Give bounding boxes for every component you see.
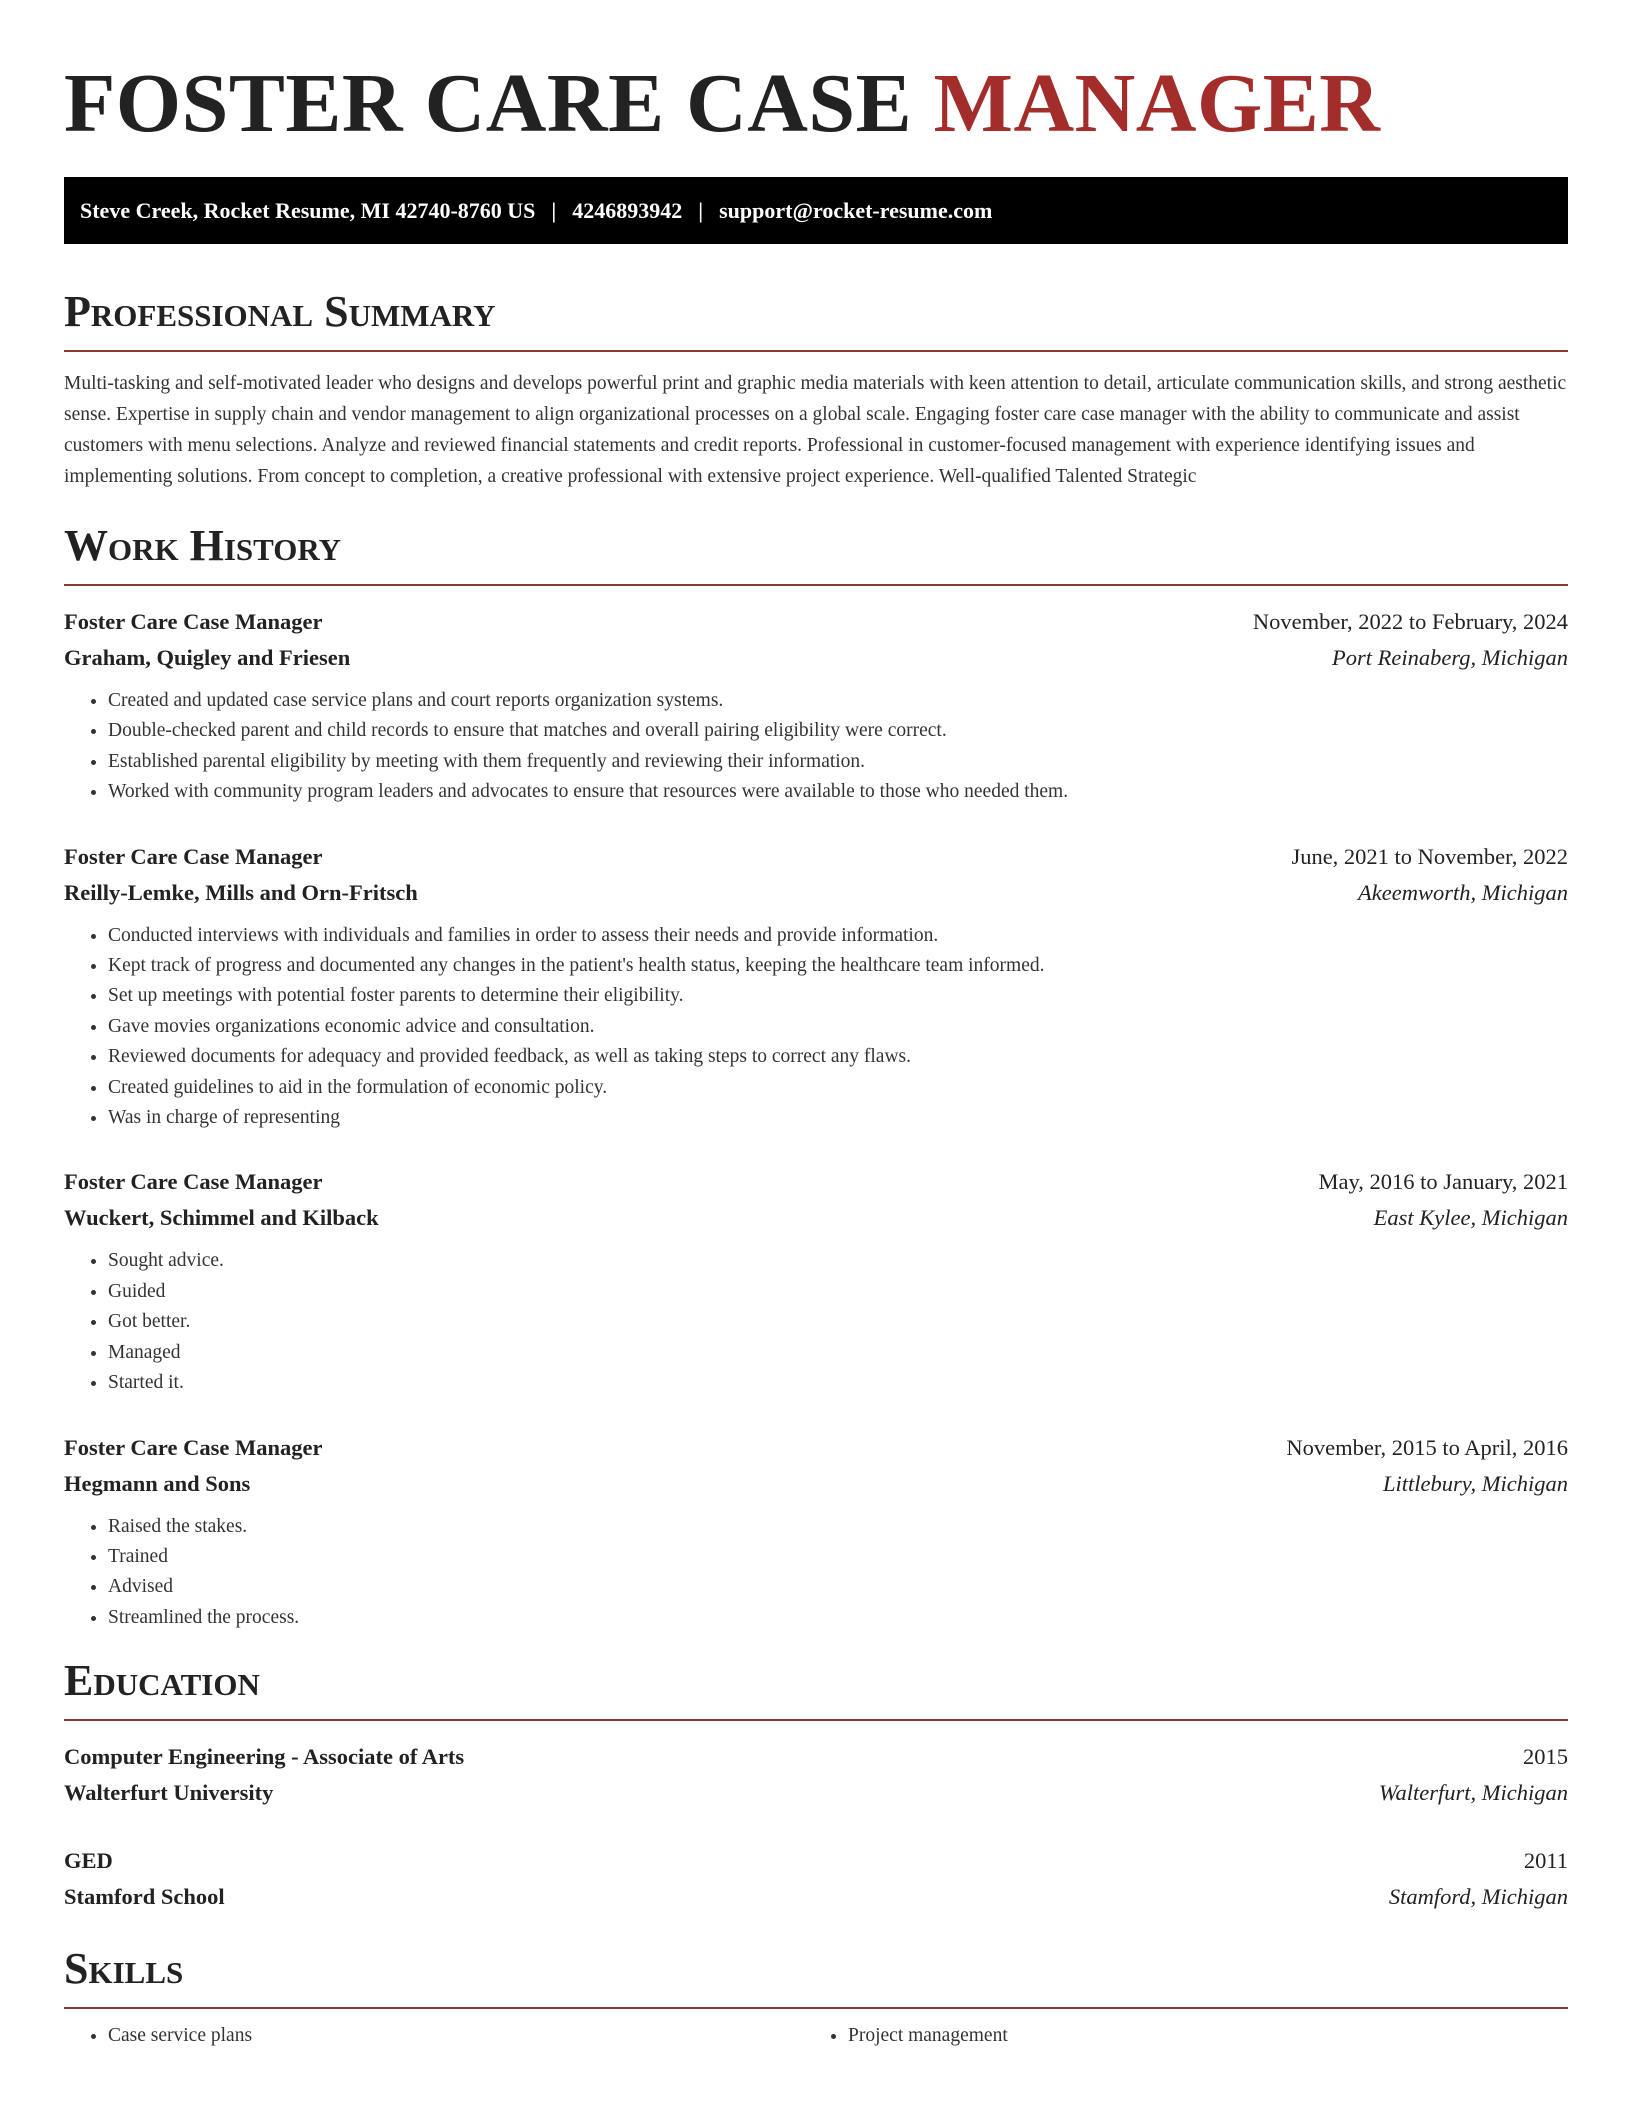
job-bullet: • Got better. (108, 1307, 1568, 1337)
job-company-row (64, 875, 1568, 911)
contact-address: Steve Creek, Rocket Resume, MI 42740-8760 US (80, 197, 536, 223)
job-bullet: • Double-checked parent and child records to ensure that matches and overall pairing eligibility were correct. (108, 716, 1568, 746)
education-degree: GED (64, 1848, 113, 1874)
education-heading: Education (64, 1653, 1568, 1721)
education-year: 2015 (1523, 1744, 1568, 1770)
job-bullet: • Advised (108, 1572, 1568, 1602)
job-bullet: • Sought advice. (108, 1246, 1568, 1276)
job-bullet: • Was in charge of representing (108, 1103, 1568, 1133)
job-bullet: • Guided (108, 1277, 1568, 1307)
contact-separator: | (698, 197, 704, 223)
education-school-row (64, 1775, 1568, 1811)
job-bullet: • Established parental eligibility by meeting with them frequently and reviewing their information. (108, 747, 1568, 777)
education-year: 2011 (1523, 1848, 1568, 1874)
summary-heading: Professional Summary (64, 284, 1568, 352)
job-bullet: • Managed (108, 1338, 1568, 1368)
education-school: Stamford School (64, 1884, 225, 1910)
education-location: Walterfurt, Michigan (1378, 1780, 1568, 1806)
job-title: Foster Care Case Manager (64, 1169, 323, 1195)
job-dates: May, 2016 to January, 2021 (1318, 1169, 1568, 1195)
job-title: Foster Care Case Manager (64, 609, 323, 634)
job-bullets (64, 1246, 1568, 1398)
contact-email: support@rocket-resume.com (719, 197, 993, 223)
job-bullet: • Created guidelines to aid in the formulation of economic policy. (108, 1073, 1568, 1103)
job-bullet: • Kept track of progress and documented any changes in the patient's health status, keeping the healthcare team informed. (108, 951, 1568, 981)
job-title: Foster Care Case Manager (64, 1434, 323, 1460)
job-company-row (64, 1200, 1568, 1236)
job-title: Foster Care Case Manager (64, 843, 323, 869)
job-company: Wuckert, Schimmel and Kilback (64, 1205, 379, 1231)
job-header-row (64, 1430, 1568, 1466)
job-location: East Kylee, Michigan (1373, 1205, 1568, 1231)
job-dates: November, 2015 to April, 2016 (1286, 1434, 1568, 1460)
job-bullet: • Set up meetings with potential foster parents to determine their eligibility. (108, 981, 1568, 1011)
skills-column (804, 2021, 1544, 2051)
job-bullet: • Worked with community program leaders and advocates to ensure that resources were available to those who needed them. (108, 777, 1568, 807)
education-degree-row (64, 1739, 1568, 1775)
job-bullet: • Streamlined the process. (108, 1603, 1568, 1633)
education-location: Stamford, Michigan (1388, 1884, 1568, 1910)
job-bullet: • Gave movies organizations economic advice and consultation. (108, 1012, 1568, 1042)
education-school: Walterfurt University (64, 1780, 274, 1806)
job-dates: November, 2022 to February, 2024 (1252, 609, 1568, 634)
job-header-row (64, 1164, 1568, 1200)
resume-title (64, 56, 1568, 152)
job-bullets (64, 921, 1568, 1134)
work-history-heading: Work History (64, 518, 1568, 586)
job-company: Graham, Quigley and Friesen (64, 645, 351, 670)
job-bullet: • Trained (108, 1542, 1568, 1572)
contact-separator: | (551, 197, 557, 223)
title-accent: MANAGER (933, 57, 1381, 150)
job-entry (64, 604, 1568, 808)
job-company: Hegmann and Sons (64, 1470, 251, 1496)
job-entry (64, 1430, 1568, 1634)
summary-text: Multi-tasking and self-motivated leader who designs and develops powerful print and graphic media materials with keen attention to detail, articulate communication skills, and strong aesthetic sense. Expertise in supply chain and vendor management to align organizational processes on a global scale. Engaging foster care case manager with the ability to communicate and assist customers with menu selections. Analyze and reviewed financial statements and credit reports. Professional in customer-focused management with experience identifying issues and implementing solutions. From concept to completion, a creative professional with extensive project experience. Well-qualified Talented Strategic (64, 373, 1567, 487)
job-header-row (64, 839, 1568, 875)
job-bullet: • Created and updated case service plans and court reports organization systems. (108, 686, 1568, 716)
skills-list (64, 2021, 1568, 2051)
job-header-row (64, 604, 1568, 640)
job-location: Port Reinaberg, Michigan (1332, 645, 1568, 670)
education-entry (64, 1739, 1568, 1811)
job-company-row (64, 1466, 1568, 1502)
skills-heading: Skills (64, 1941, 1568, 2009)
contact-phone: 4246893942 (572, 197, 683, 223)
contact-bar (64, 177, 1568, 244)
education-degree-row (64, 1843, 1568, 1879)
job-location: Akeemworth, Michigan (1358, 879, 1568, 905)
skill-item: • Case service plans (108, 2021, 804, 2051)
job-entry (64, 839, 1568, 1134)
job-dates: June, 2021 to November, 2022 (1291, 843, 1568, 869)
job-location: Littlebury, Michigan (1383, 1470, 1568, 1496)
job-bullets (64, 1512, 1568, 1634)
job-bullet: • Started it. (108, 1368, 1568, 1398)
job-company-row (64, 640, 1568, 676)
job-bullet: • Conducted interviews with individuals and families in order to assess their needs and provide information. (108, 921, 1568, 951)
title-main: FOSTER CARE CASE (64, 57, 913, 150)
job-bullet: • Raised the stakes. (108, 1512, 1568, 1542)
job-bullet: • Reviewed documents for adequacy and provided feedback, as well as taking steps to correct any flaws. (108, 1042, 1568, 1072)
job-entry (64, 1164, 1568, 1398)
skill-item: • Project management (848, 2021, 1544, 2051)
resume-page (64, 0, 1568, 2051)
education-degree: Computer Engineering - Associate of Arts (64, 1744, 465, 1770)
job-company: Reilly-Lemke, Mills and Orn-Fritsch (64, 879, 418, 905)
job-bullets (64, 686, 1568, 808)
skills-column (64, 2021, 804, 2051)
education-school-row (64, 1879, 1568, 1915)
education-entry (64, 1843, 1568, 1915)
